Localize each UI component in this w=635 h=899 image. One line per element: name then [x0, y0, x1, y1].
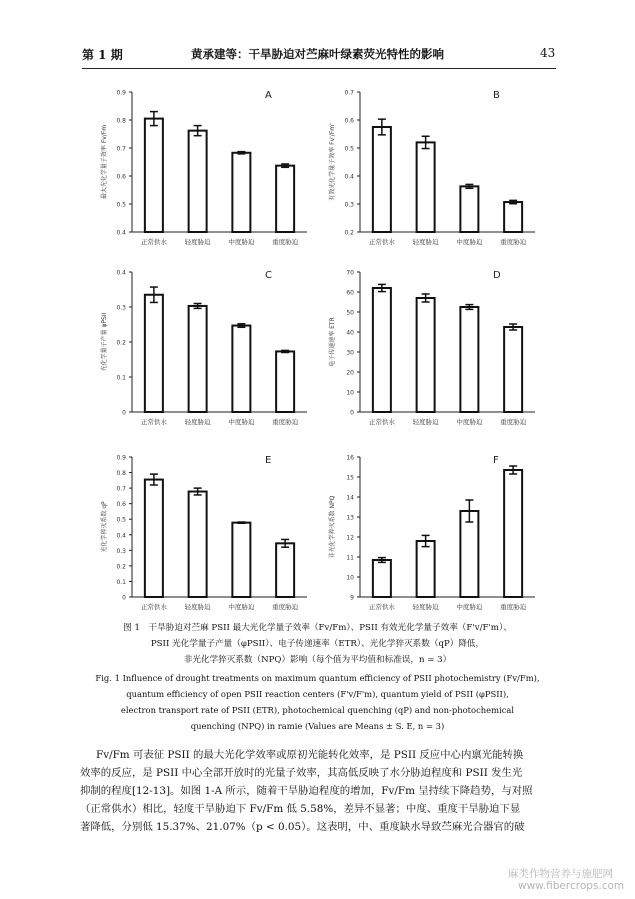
panel-d-tick-label: 70 [346, 269, 354, 277]
body-line-5: 著降低，分别低 15.37%、21.07%（p < 0.05）。这表明，中、重度缺水导致苎麻光合器官的破 [80, 821, 525, 833]
panel-c-label: C [265, 270, 272, 281]
panel-e-bar [145, 480, 163, 597]
panel-c-tick-label: 0.4 [116, 269, 126, 277]
panel-b-bar [460, 186, 478, 232]
panel-c-bar [145, 295, 163, 412]
panel-e-tick-label: 0.7 [116, 485, 126, 493]
panel-f-label: F [493, 455, 499, 466]
panel-a-tick-label: 0.8 [116, 117, 126, 125]
panel-d-tick-label: 40 [346, 329, 354, 337]
panel-f-y-label: 非光化学猝灭系数 NPQ [329, 495, 336, 559]
panel-d-category-label: 轻度胁迫 [412, 418, 439, 426]
panel-e-category-label: 正常供水 [140, 603, 167, 611]
panel-f-category-label: 轻度胁迫 [412, 603, 439, 611]
panel-e-tick-label: 0 [122, 594, 126, 602]
panel-c-category-label: 轻度胁迫 [184, 418, 211, 426]
panel-a-tick-label: 0.7 [116, 145, 126, 153]
panel-b-tick-label: 0.7 [344, 89, 354, 97]
panel-f-category-label: 正常供水 [368, 603, 395, 611]
panel-d-tick-label: 0 [350, 409, 354, 417]
panel-f-tick-label: 11 [346, 554, 354, 562]
panel-e-tick-label: 0.2 [116, 563, 126, 571]
caption-cn-2: PSII 光化学量子产量（φPSII）、电子传递速率（ETR）、光化学猝灭系数（qP）降低， [150, 639, 485, 649]
caption-en-2: quantum efficiency of open PSII reaction centers (F'v/F'm), quantum yield of PSII (φPSII), [126, 689, 509, 699]
panel-e-bar [276, 543, 294, 597]
panel-c-bar [232, 326, 250, 412]
panel-a-tick-label: 0.9 [116, 89, 126, 97]
panel-e-category-label: 轻度胁迫 [184, 603, 211, 611]
panel-c-tick-label: 0.3 [116, 304, 126, 312]
panel-b-tick-label: 0.3 [344, 201, 354, 209]
panel-b-y-label: 有效光化学量子效率 Fv'/Fm' [329, 123, 336, 201]
panel-c-tick-label: 0.2 [116, 339, 126, 347]
panel-d-bar [373, 288, 391, 412]
panel-b-category-label: 中度胁迫 [456, 238, 483, 246]
panel-a-category-label: 正常供水 [140, 238, 167, 246]
panel-f-bar [373, 560, 391, 597]
panel-d-bar [460, 307, 478, 412]
panel-d-label: D [493, 270, 501, 281]
panel-a-bar [276, 166, 294, 232]
panel-b-bar [373, 127, 391, 232]
panel-a-bar [145, 119, 163, 232]
watermark-url: www.fibercrops.com [518, 880, 625, 892]
panel-e-label: E [265, 455, 272, 466]
panel-b-bar [504, 202, 522, 232]
panel-c-category-label: 中度胁迫 [228, 418, 255, 426]
panel-f-bar [460, 511, 478, 597]
panel-b-category-label: 重度胁迫 [500, 238, 527, 246]
body-line-2: 效率的反应，是 PSII 中心全部开放时的光量子效率，其高低反映了水分胁迫程度和 PSII 发生光 [80, 767, 523, 779]
panel-d-bar [504, 327, 522, 412]
panel-f-tick-label: 15 [346, 474, 354, 482]
panel-d-tick-label: 30 [346, 349, 354, 357]
caption-cn-3: 非光化学猝灭系数（NPQ）影响（每个值为平均值和标准误，n = 3） [183, 655, 452, 665]
panel-e-tick-label: 0.6 [116, 501, 126, 509]
panel-b-tick-label: 0.4 [344, 173, 354, 181]
panel-a-category-label: 中度胁迫 [228, 238, 255, 246]
panel-d-category-label: 中度胁迫 [456, 418, 483, 426]
panel-c-tick-label: 0 [122, 409, 126, 417]
panel-f-tick-label: 9 [350, 594, 354, 602]
panel-a-bar [189, 131, 207, 232]
panel-f-tick-label: 13 [346, 514, 354, 522]
panel-e-tick-label: 0.8 [116, 470, 126, 478]
panel-b-bar [417, 142, 435, 232]
body-line-3: 抑制的程度[12-13]。如图 1-A 所示，随着干旱胁迫程度的增加，Fv/Fm 呈持续下降趋势，与对照 [80, 785, 533, 797]
panel-c-tick-label: 0.1 [116, 374, 126, 382]
panel-f-category-label: 中度胁迫 [456, 603, 483, 611]
panel-c-category-label: 重度胁迫 [272, 418, 299, 426]
panel-e-tick-label: 0.3 [116, 547, 126, 555]
running-title: 黄承建等：干旱胁迫对苎麻叶绿素荧光特性的影响 [191, 47, 444, 61]
panel-e-bar [232, 523, 250, 597]
panel-d-bar [417, 298, 435, 412]
caption-en-1: Fig. 1 Influence of drought treatments on maximum quantum efficiency of PSII photochemistry (Fv/Fm), [95, 673, 540, 683]
panel-e-tick-label: 0.9 [116, 454, 126, 462]
panel-c-bar [276, 351, 294, 412]
panel-f-bar [417, 541, 435, 597]
watermark-site-name: 麻类作物营养与施肥网 [508, 868, 613, 880]
panel-a-tick-label: 0.4 [116, 229, 126, 237]
body-line-1: Fv/Fm 可表征 PSII 的最大光化学效率或原初光能转化效率，是 PSII 反应中心内禀光能转换 [96, 749, 524, 761]
panel-b-tick-label: 0.2 [344, 229, 354, 237]
panel-d-tick-label: 50 [346, 309, 354, 317]
body-line-4: （正常供水）相比，轻度干旱胁迫下 Fv/Fm 低 5.58%，差异不显著；中度、重度干旱胁迫下显 [80, 803, 521, 815]
panel-f-tick-label: 10 [346, 574, 354, 582]
panel-b-category-label: 正常供水 [368, 238, 395, 246]
panel-b-label: B [493, 90, 500, 101]
panel-e-tick-label: 0.1 [116, 578, 126, 586]
panel-f-bar [504, 470, 522, 597]
panel-a-bar [232, 153, 250, 232]
panel-d-tick-label: 60 [346, 289, 354, 297]
panel-c-y-label: 光化学量子产量 φPSII [101, 312, 108, 372]
panel-a-category-label: 重度胁迫 [272, 238, 299, 246]
panel-e-tick-label: 0.5 [116, 516, 126, 524]
panel-e-bar [189, 492, 207, 597]
panel-a-tick-label: 0.5 [116, 201, 126, 209]
panel-c-category-label: 正常供水 [140, 418, 167, 426]
panel-a-label: A [265, 90, 272, 101]
panel-e-category-label: 中度胁迫 [228, 603, 255, 611]
panel-a-category-label: 轻度胁迫 [184, 238, 211, 246]
panel-b-tick-label: 0.6 [344, 117, 354, 125]
caption-en-3: electron transport rate of PSII (ETR), photochemical quenching (qP) and non-photochemical [120, 705, 515, 715]
panel-e-category-label: 重度胁迫 [272, 603, 299, 611]
panel-b-tick-label: 0.5 [344, 145, 354, 153]
panel-c-bar [189, 306, 207, 412]
panel-d-category-label: 正常供水 [368, 418, 395, 426]
panel-f-tick-label: 16 [346, 454, 354, 462]
panel-f-tick-label: 12 [346, 534, 354, 542]
panel-e-y-label: 光化学猝灭系数 qP [101, 501, 108, 553]
panel-a-tick-label: 0.6 [116, 173, 126, 181]
panel-d-tick-label: 20 [346, 369, 354, 377]
issue-number: 第 1 期 [82, 48, 123, 62]
caption-cn-1: 图 1 干旱胁迫对苎麻 PSII 最大光化学量子效率（Fv/Fm）、PSII 有效光化学量子效率（F'v/F'm）、 [123, 623, 512, 633]
panel-d-y-label: 电子传递速率 ETR [329, 317, 336, 367]
panel-f-category-label: 重度胁迫 [500, 603, 527, 611]
panel-a-y-label: 最大光化学量子效率 Fv/Fm [101, 124, 108, 200]
panel-d-tick-label: 10 [346, 389, 354, 397]
panel-f-tick-label: 14 [346, 494, 354, 502]
panel-d-category-label: 重度胁迫 [500, 418, 527, 426]
panel-e-tick-label: 0.4 [116, 532, 126, 540]
caption-en-4: quenching (NPQ) in ramie (Values are Means ± S. E, n = 3) [190, 721, 445, 731]
panel-b-category-label: 轻度胁迫 [412, 238, 439, 246]
page-number: 43 [540, 46, 556, 60]
